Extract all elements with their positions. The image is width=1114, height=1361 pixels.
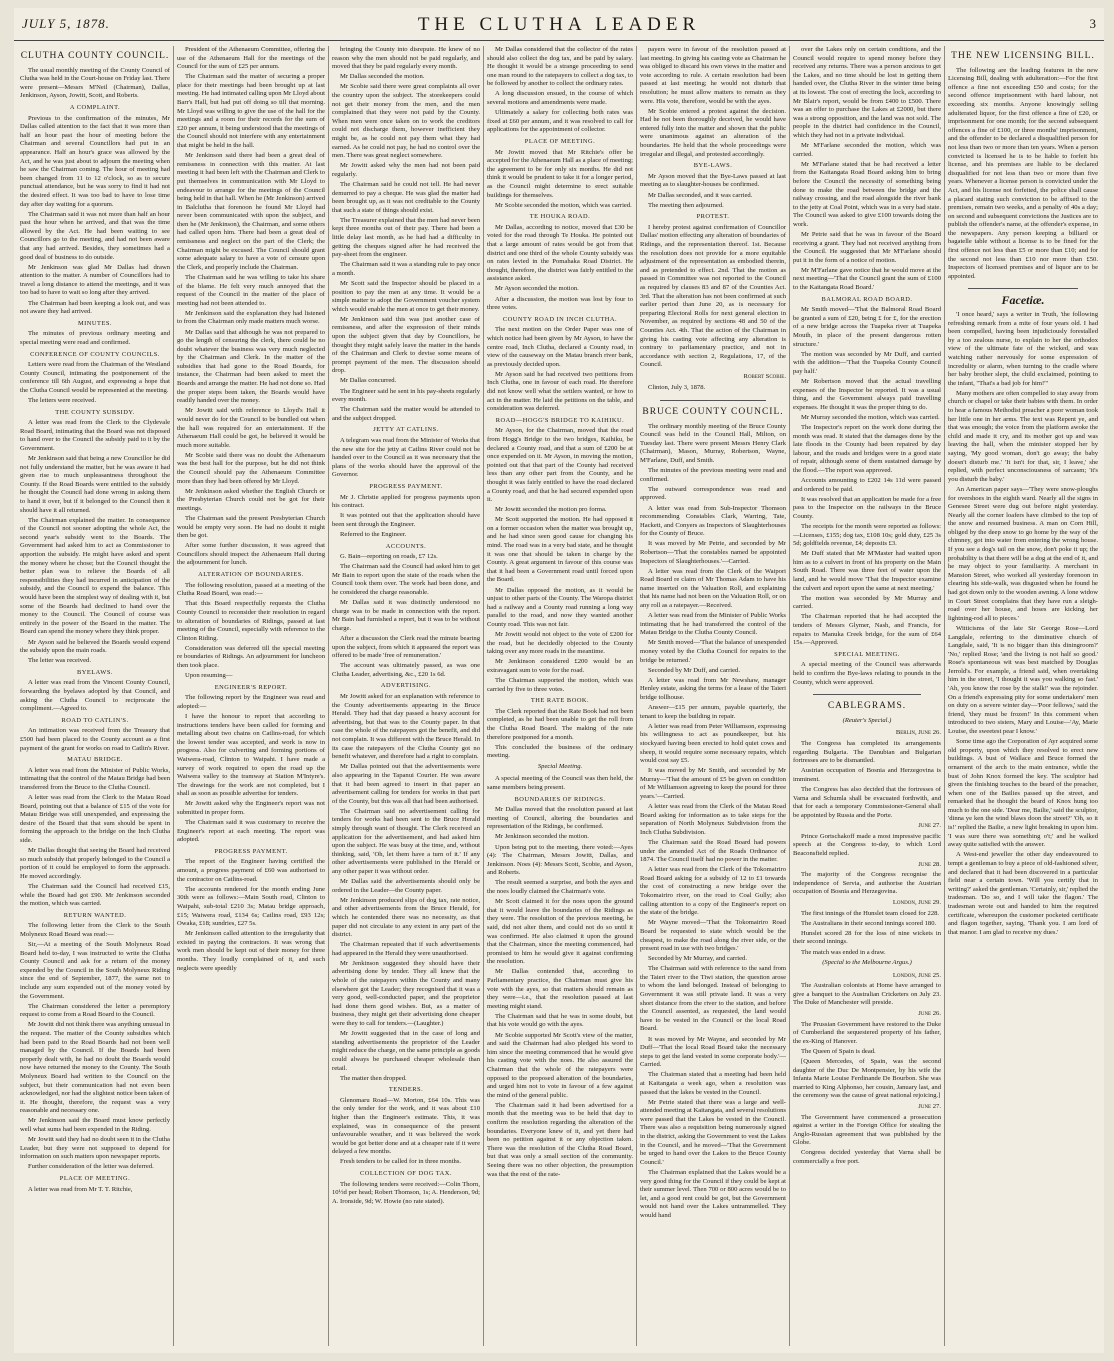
subheading: TE HOUKA ROAD.: [529, 213, 591, 221]
paragraph: Mr Robertson moved that the actual travelling expenses of the Inspector be reported. It was a usual thing, and the Government always paid travelling expenses. He thought it was the proper thing to do.: [793, 377, 941, 411]
paragraph: Some time ago the Corporation of Ayr acquired some old property, upon which they resolved to erect new buildings. A bust of Wallace and Bruce formed the ornament of the arch to the main entrance, while the bust of John Knox formed the key. The sculptor had given the finishing touches to the beard of the preacher, when one of the Bailies passed up the street, and remarked that he thought the beard of Knox hung too much to the one side. 'Dear me, Bailie,' said the sculptor, 'dinna ye ken the wind blaws doon the street?' 'Oh, so it is!' replied the Bailie, a new light breaking in upon him. 'I was sure there was something o't;' and he walked away quite satisfied with the answer.: [948, 738, 1098, 849]
subheading: ALTERATION OF BOUNDARIES.: [198, 571, 304, 579]
paragraph: It was moved by Mr Wayne, and seconded by Mr Duff—'That the local Road Board take the necessary steps to get the land vested in some corporate body.'—Carried.: [640, 1035, 786, 1069]
dateline: London, June 25.: [892, 971, 941, 979]
subheading: BALMORAL ROAD BOARD.: [821, 295, 913, 303]
paragraph: Mr Duff stated that Mr M'Master had waited upon him as to a culvert in front of his property on the Main South Road. There was three feet of water upon the land, and he would move 'That the Inspector examine the culvert and report upon the same at next meeting.': [793, 550, 941, 592]
column-6: [793, 46, 941, 1346]
article-headline: BRUCE COUNTY COUNCIL.: [642, 407, 784, 418]
paragraph: The Government have commenced a prosecution against a writer in the Foreign Office for stealing the Anglo-Russian agreement that was published by the Globe.: [793, 1113, 941, 1147]
paragraph: The Prussian Government have restored to the Duke of Cumberland the sequestered property of his father, the ex-King of Hanover.: [793, 1020, 941, 1045]
paragraph: Accounts amounting to £202 14s 11d were passed and ordered to be paid.: [793, 477, 941, 493]
paragraph: A letter was read from Mr T. T. Ritchie,: [28, 1185, 133, 1193]
paragraph: Mr M'Farlane gave notice that he would move at the next meeting—'That the Council grant the sum of £100 to the Kaitangata Road Board.': [793, 266, 941, 292]
paragraph: Mr Wayne moved—'That the Tokomairiro Road Board be requested to state which would be the cheapest, to make the road along the river side, or the present road in use with two bridges.': [640, 919, 786, 953]
paragraph: It was pointed out that the application should have been sent through the Engineer.: [332, 512, 480, 528]
subheading: PLACE OF MEETING.: [524, 137, 596, 145]
paragraph: Mr Petrie stated that there was a large and well-attended meeting at Kaitangata, and several resolutions were passed that the Lakes be vested in the Council. There was also a requisition being numerously signed in the district, asking the Government to vest the Lakes in the Council, and he moved—'That the Government be urged to hand over the Lakes to the Bruce County Council.': [640, 1098, 786, 1166]
paragraph: The following are the leading features in the new Licensing Bill, dealing with adulteration:—For the first offence a fine not exceeding £50 and costs; for the second offence imprisonment with hard labour, not exceeding six months. Anyone knowingly selling adulterated liquor, for the first offence a fine of £20, or imprisonment for one month; for the second subsequent offences a fine of £100, or three months' imprisonment, and the offender to be declared a disqualified person for not less than two or more than ten years. When a person convicted is licensed he is to be liable to forfeit his license, and his premises are liable to be declared disqualified for not less than two or more than five years. Whenever a license person is convicted under the Act, and his license not forfeited, the police shall cause a placard stating such conviction to be affixed to the premises, remain two weeks, and a penalty of 40s a day; on second and subsequent convictions the Justices are to publish the offender's name, at the offender's expense, in the newspapers. Any person keeping a billiard or bagatelle table without a license is to be fined for the first offence not less than £5 or more than £10; and for the second not less than £10 nor more than £50. Inspectors of licensed premises and of liquor are to be appointed.: [948, 66, 1098, 280]
paragraph: The motion was seconded by Mr Duff, and carried with the addition—'That the Tuapeka County Council pay half.': [793, 350, 941, 375]
issue-date: JULY 5, 1878.: [22, 16, 110, 31]
paragraph: Mr Scott supported the motion. He had opposed it on a former occasion when the matter was brought up, and he had since seen good cause for changing his mind. The road was in a very bad state, and he thought it was one that should be taken in charge by the County. A great argument in favour of this course was that it had been a Government road until forced upon the Board.: [487, 516, 633, 584]
paragraph: Mr Jenkinson produced slips of dog tax, rate notice, and other advertisements from the Bruce Herald, for which he contended there was no necessity, as that paper did not circulate to any extent in any part of the district.: [332, 896, 480, 939]
section-divider: [660, 400, 766, 401]
article-headline: THE NEW LICENSING BILL.: [951, 51, 1095, 61]
paragraph: A letter was read from Sub-Inspector Thomson recommending Constables Clark, Warring, Tate, Hackett, and Conyers as Inspectors of Slaughterhouses for the County of Bruce.: [640, 504, 786, 538]
section-divider: [813, 694, 921, 695]
paragraph: President of the Athenaeum Committee, offering the use of the Athenaeum Hall for the meetings of the Council for the sum of £25 per annum.: [177, 46, 325, 71]
paragraph: The outward correspondence was read and approved.: [640, 485, 786, 502]
paragraph: A letter was read from the Vincent County Council, forwarding the byelaws adopted by that Council, and asking the Clutha Council to reciprocate the compliment.—Agreed to.: [20, 679, 170, 713]
paragraph: Mr Jowitt seconded the motion pro forma.: [495, 506, 607, 514]
paragraph: Hunslet scored 28 for the loss of nine wickets in their second innings.: [793, 929, 941, 946]
paragraph: Mr Jenkinson was glad Mr Dallas had drawn attention to the matter. A number of Councillors had to travel a long distance to attend the meetings, and it was too bad to have to wait so long after they arrived.: [20, 263, 170, 297]
subheading: BYELAWS.: [77, 668, 113, 676]
subheading: PLACE OF MEETING.: [59, 1174, 131, 1182]
paragraph: Mr Scobie said there were great complaints all over the country upon the subject. The storekeepers could not get their money from the men, and the men complained that they were not paid by the County. When men were once taken on to work the creditors could not discharge them, however inefficient they might be, as he could not pay them what they had earned. As he could not pay, he had no control over the men. There was great neglect somewhere.: [332, 83, 480, 160]
paragraph: The Chairman reported that he had accepted the tenders of Messrs Glymer, Nash, and Francis, for repairs to Manuka Creek bridge, for the sum of £64 15s.—Approved.: [793, 613, 941, 647]
paragraph: A letter was read from Peter Williamson, expressing his willingness to act as poundkeeper, but his stockyard having been erected to hold quiet cows and sheep, it would require some necessary repairs, which would cost say £5.: [640, 722, 786, 765]
paragraph: Glenomaru Road—W. Morton, £64 10s. This was the only tender for the work, and it was about £10 higher than the Engineer's estimate. This, it was explained, was in consequence of the present unfavourable weather, and it was believed the work would be got better done and at a cheaper rate if it were delayed a few months.: [332, 1096, 480, 1156]
paragraph: The first innings of the Hunslet team closed for 228.: [801, 909, 940, 917]
paragraph: Mr Jenkinson said there had been a great deal of remissness in connection with this matter. At last meeting it had been left with the Chairman and Clerk to put themselves in communication with Mr Lloyd to endeavour to arrange for the meetings of the Council being held in that hall. When he (Mr Jenkinson) arrived in Balclutha that forenoon he found Mr Lloyd had never been communicated with upon the subject, and then he (Mr Jenkinson), the Chairman, and some others had called upon him. There had been a great deal of remissness and neglect on the part of the Clerk; the Chairman might be excused. The Council should grant some adequate salary to have a vote of censure upon the Clerk, and properly include the Chairman.: [177, 152, 325, 271]
paragraph: The Chairman said the Council had asked him to get Mr Bain to report upon the state of the roads when the Council took them over. The work had been done, and he considered the charge reasonable.: [332, 563, 480, 597]
paragraph: payers were in favour of the resolution passed at last meeting. In giving his casting vote as Chairman he was obliged to discard his own views in the matter and vote according to rule. A certain resolution had been passed at last meeting; he would not disturb that resolution; he must allow matters to remain as they were. His vote, therefore, would be with the ayes.: [640, 46, 786, 105]
paragraph: Letters were read from the Chairman of the Westland County Council, intimating the postponement of the conference till 6th August, and expressing a hope that the Clutha Council would be represented at the meeting.: [20, 361, 170, 394]
column-4: [487, 46, 633, 1346]
paragraph: Mr Dallas said the advertisements should only be ordered in the Leader—the County paper.: [332, 878, 480, 894]
paragraph: Mr Ayson seconded the motion.: [495, 285, 579, 293]
paragraph: [Queen Mercedes, of Spain, was the second daughter of the Duc De Montpensier, by his wife the Infanta Marie Louise Ferdinande De Bourbon. She was married to King Alphonso, her cousin, January last, and the ceremony was the cause of great national rejoicing.]: [793, 1058, 941, 1100]
paragraph: Consideration was deferred till the special meeting re boundaries of Ridings. An adjournment for luncheon then took place.: [177, 644, 325, 669]
paragraph: Mr Jenkinson called attention to the irregularity that existed in paying the contractors. It was wrong that work men should be kept out of their money for three months. They loudly complained of it, and such neglects were speedily: [177, 930, 325, 972]
paragraph: Mr Jowitt said they had no doubt seen it in the Clutha Leader, but they were not supposed to depend for information on such matters upon newspaper reports.: [20, 1136, 170, 1161]
subheading: BYE-LAWS.: [693, 162, 733, 170]
paragraph: The minutes of previous ordinary meeting and special meeting were read and confirmed.: [20, 330, 170, 346]
paragraph: Mr Jowitt suggested that in the case of long and standing advertisements the proprietor of the Leader might reduce the charge, on the same principle as goods could always be purchased cheaper wholesale than retail.: [332, 1030, 480, 1072]
subheading: ACCOUNTS.: [385, 542, 427, 550]
paragraph: The Chairman said he could not tell. He had never demurred to pay a cheque. He was glad the matter had been brought up, as it was not creditable to the County that such a state of things should exist.: [332, 180, 480, 214]
subheading: ENGINEER'S REPORT.: [214, 683, 288, 691]
paragraph: Upon being put to the meeting, there voted:—Ayes (4): The Chairman, Messrs Jowitt, Dallas, and Jenkinson. Noes (4): Messrs Scott, Scobie, and Ayson, and Roberts.: [487, 843, 633, 877]
paragraph: Previous to the confirmation of the minutes, Mr Dallas called attention to the fact that it was more than half an hour past the hour of meeting before the Chairman and several Councillors had put in an appearance. Half an hour's grace was allowed by the Act, and he was just about to adjourn the meeting when he saw the Chairman coming. The hour of meeting had been changed from 11 to 12 o'clock, so as to secure punctual attendance, but he was sorry to find it had not the desired effect. It was too bad to have to lose time day after day waiting for a quorum.: [20, 114, 170, 208]
column-3: [332, 46, 480, 1346]
paragraph: Mr Dallas seconded, and it was carried.: [648, 191, 753, 199]
subheading: MINUTES.: [78, 319, 112, 327]
paragraph: A letter was read from the Clerk to the Matau Road Board, pointing out that a balance of £15 of the vote for Matau Bridge was still unexpended, and expressing the desire of the Board that that sum should be spent in forming the approach to the bridge on the Inch Clutha side.: [20, 794, 170, 844]
paragraph: The account was ultimately passed, as was one Clutha Leader, advertising, &c., £20 1s 6d.: [332, 662, 480, 678]
column-1: [20, 46, 170, 1346]
paragraph: Mr Dallas thought that seeing the Board had received so much subsidy that properly belonged to the Council a portion of it could be employed to form the approach. He moved accordingly.: [20, 847, 170, 880]
paragraph: A special meeting of the Council was afterwards held to confirm the Bye-laws relating to pounds in the County, which were approved.: [793, 661, 941, 686]
paragraph: An American paper says—'They were snow-ploughs for overshoes in the eighth ward. Nearly all the signs in Genesee Street were dug out before night yesterday. Nearly all the corner loafers have climbed to the top of the snow and resumed business. A man on Corn Hill, obliged by the deep snow to go home by the way of the chimney, got into water from entering the wrong house. If you see a dog's tail on the snow, don't poke it up; the probability is that there will be a dog at the end of it, and he may object to your familiarity. A merchant in Mansion Street, who worked all yesterday forenoon in clearing his side-walk, was disgusted when he found he had got down only to the wooden awning. A lone widow in Court Street complains that they have run a sleigh-road over her house, and hoses are kicking her lightning-rod all to pieces.': [948, 485, 1098, 622]
paragraph: Mr Scott said the Inspector should be placed in a position to pay the men at any time. It would be a simple matter to adopt the Government voucher system which would enable the men at once to get their money.: [332, 279, 480, 313]
paragraph: The Chairman said the Council had received £15, while the Board had got £90. Mr Jenkinson seconded the motion, which was carried.: [20, 882, 170, 908]
subheading: ROAD—HOGG'S BRIDGE TO KAIHIKU.: [495, 416, 625, 424]
paragraph: It was resolved that an application be made for a free pass to the Inspector on the railways in the Bruce County.: [793, 495, 941, 520]
paragraph: The Chairman said it was a standing rule to pay once a month.: [332, 261, 480, 277]
dateline: June 26.: [918, 1010, 941, 1018]
dateline: June 27.: [918, 822, 941, 830]
paragraph: A letter was read from the Minister of Public Works, intimating that the control of the Matau Bridge had been transferred from the Bruce to the Clutha Council.: [20, 766, 170, 791]
article-headline: CABLEGRAMS.: [827, 701, 907, 712]
subheading: COUNTY ROAD IN INCH CLUTHA.: [502, 315, 618, 323]
subheading: BOUNDARIES OF RIDINGS.: [514, 795, 606, 803]
paragraph: The report of the Engineer having certified the amount, a progress payment of £60 was authorised to the contractor on Catlins-road.: [177, 858, 325, 883]
paragraph: The Chairman said it had been advertised for a month that the meeting was to be held that day to confirm the resolution regarding the alteration of the boundaries. Everyone knew of it, and yet there had been no petition against it or any objection taken. There was the resolution of the Clutha Road Board, but that was only a small section of the community. Seeing there was no other objection, the presumption was that the rest of the rate-: [487, 1101, 633, 1178]
paragraph: Mr Jenkinson asked whether the English Church or the Presbyterian Church could not be got for their meetings.: [177, 487, 325, 512]
paragraph: After some further discussion, it was agreed that Councillors should inspect the Athenaeum Hall during the adjournment for lunch.: [177, 542, 325, 567]
column-7: [948, 46, 1098, 1346]
subheading: TENDERS.: [388, 1086, 424, 1094]
subheading: MATAU BRIDGE.: [67, 756, 123, 764]
paragraph: The following tenders were received:—Colin Thorn, 10½d per head; Robert Thomson, 1s; A. Henderson, 9d; A. Ironside, 9d; W. Howie (no rate stated).: [332, 1180, 480, 1205]
column-rule: [328, 46, 329, 1346]
italic-subtitle: (Special to the Melbourne Argus.): [822, 959, 912, 967]
paragraph: The Engineer said he sent in his pay-sheets regularly every month.: [332, 387, 480, 404]
subheading: PROTEST.: [696, 213, 730, 221]
signature: Robert Scobie.: [743, 372, 786, 380]
column-rule: [173, 46, 174, 1346]
paragraph: Mr Dallas seconded the motion.: [340, 73, 425, 81]
paragraph: bringing the County into disrepute. He knew of no reason why the men should not be paid regularly, and moved that they be paid regularly every month.: [332, 46, 480, 71]
paragraph: Mr Smith moved—'That the Balmoral Road Board be granted a sum of £20, being £ for £, for the erection of a new bridge across the Tuapeka river at Tuapeka Mouth, in place of the present dangerous rotten structure.': [793, 306, 941, 348]
paragraph: 'I once heard,' says a writer in Truth, 'the following refreshing remark from a mite of four years old. I had been compelled, having been injudiciously forestalled by a too zealous nurse, to explain to her the orthodox view of the ultimate fate of the wicked, and was watching rather nervously for some expression of incredulity or alarm, when turning to the cradle where her baby brother slept, the child exclaimed, pointing to the infant, "That's a bad job for him!"': [948, 311, 1098, 387]
subheading: A COMPLAINT.: [69, 103, 121, 111]
article-headline: CLUTHA COUNTY COUNCIL.: [20, 51, 170, 61]
subheading: PROGRESS PAYMENT.: [214, 847, 288, 855]
paragraph: The Chairman stated that a meeting had been held at Kaitangata a week ago, when a resolution was passed that the lakes be vested in the Council.: [640, 1071, 786, 1096]
subheading: COLLECTION OF DOG TAX.: [359, 1170, 453, 1178]
paragraph: The Chairman said no advertisement calling for tenders for works had been sent to the Bruce Herald simply through want of thought. The Clerk received an application for the advertisement, and had asked him upon the subject. He was busy at the time, and, without thinking, said, 'Oh, let them have a turn of it.' If any other advertisements were published in the Herald or any other paper it was without order.: [332, 807, 480, 875]
paragraph: Mr J. Christie applied for progress payments upon his contract.: [332, 493, 480, 510]
subheading: PROGRESS PAYMENT.: [369, 483, 443, 490]
paragraph: Mr Scobie supported Mr Scott's view of the matter, and said the Chairman had also pledged his word to him since the meeting commenced that he would give his casting vote with the noes. He also assured the Chairman that the whole of the ratepayers were opposed to the proposed alteration of the boundaries, and urged him not to vote in favour of a few against the mind of the general public.: [487, 1031, 633, 1099]
paragraph: Ultimately a salary for collecting both rates was fixed at £60 per annum, and it was resolved to call for applications for the appointment of collector.: [487, 109, 633, 134]
paragraph: A letter was read from the Clerk of the Tokomairiro Road Board asking for a subsidy of 12 to £1 towards the cost of constructing a new bridge over the Tokomairiro river, on the road to Coal Gully; also calling attention to a copy of the Engineer's report on the state of the bridge.: [640, 866, 786, 917]
column-5: [640, 46, 786, 1346]
paragraph: After a discussion the Clerk read the minute bearing upon the subject, from which it appeared the report was offered to be made 'free of remuneration.': [332, 635, 480, 660]
subheading: RETURN WANTED.: [63, 911, 127, 919]
paragraph: The Chairman said the matter would be attended to and the subject dropped.: [332, 406, 480, 422]
paragraph: Mr Jowitt asked for an explanation with reference to the County advertisements appearing in the Bruce Herald. They had that day passed a heavy account for advertising, but that was to the County paper. In that case the whole of the ratepayers got the benefit, and did not complain. It was different with the Bruce Herald. In its case the ratepayers of the Clutha County got no benefit whatever, and therefore had a right to complain.: [332, 693, 480, 761]
italic-subtitle: (Reuter's Special.): [842, 716, 892, 724]
paragraph: The Chairman explained that the Lakes would be a very good thing for the Council if they could be kept at their summer level. Then 700 or 800 acres would be to let, and a good rent could be got, but the Government would not hand over the Lakes untrammelled. They would hand: [640, 1168, 786, 1219]
paragraph: Mr Petrie said that he was in favour of the Board receiving a grant. They had not received anything from the Council. He suggested that Mr M'Farlane should put it in the form of a notice of motion.: [793, 230, 941, 264]
paragraph: Mr Jenkinson said this was just another case of remissness, and after the expression of their minds upon the subject given that day by Councillors, he thought they might safely leave the matter in the hands of the Chairman and Clerk to devise some means of prompt payment of the men. The discussion should drop.: [332, 315, 480, 375]
paragraph: Mr Ayson, for the Chairman, moved that the road from Hogg's Bridge to the two bridges, Kaihiku, be declared a County road, and that a sum of £200 be at once expended on it. Mr Ayson, in moving the motion, pointed out that that part of the County had received less than any other part from the County, and he thought it was fairly entitled to have the road declared a County road, and that he had secured expended upon it.: [487, 427, 633, 504]
newspaper-title: THE CLUTHA LEADER: [417, 14, 701, 35]
paragraph: Mr Jowitt would not object to the vote of £200 for the road, but he decidedly objected to the County taking over any more roads in the meantime.: [487, 631, 633, 656]
paragraph: Mr Dallas pointed out that the advertisements were also appearing in the Tapanui Courier. He was aware that it had been agreed to insert in that paper an advertisement calling for tenders for works in that part of the County, but this was all that had been authorised.: [332, 763, 480, 805]
paragraph: Austrian occupation of Bosnia and Herzegovina is imminent.: [793, 767, 941, 783]
paragraph: Sir,—At a meeting of the South Molyneux Road Board held to-day, I was instructed to write the Clutha County Council and ask for a return of the money expended by the Council in the South Molyneux Riding since the end of September, 1877, the same not to include any sum expended out of the money voted by the Government.: [20, 941, 170, 1000]
column-rule: [636, 46, 637, 1346]
newspaper-page: [14, 8, 1104, 1353]
paragraph: The letter was received.: [28, 657, 91, 665]
column-rule: [483, 46, 484, 1346]
paragraph: Mr M'Farlane stated that he had received a letter from the Kaitangata Road Board asking him to bring before the Council the necessity of something being done to make the road between the bridge and the railway crossing, and the road alongside the river bank to the jetty at Coal Point, which was in a very bad state. The Council was asked to give £100 towards doing the work.: [793, 160, 941, 228]
paragraph: Fresh tenders to be called for in three months.: [340, 1158, 462, 1166]
paragraph: Seconded by Mr Duff, and carried.: [648, 666, 740, 674]
paragraph: The Australian colonists at Home have arranged to give a banquet to the Australian Cricketers on July 23. The Duke of Manchester will preside.: [793, 982, 941, 1007]
paragraph: A telegram was read from the Minister of Works that the new site for the jetty at Catlins River could not be handed over to the Council as it was necessary that the plans of the works should have the approval of the Governor.: [332, 437, 480, 479]
paragraph: over the Lakes only on certain conditions, and the Council would require to spend money before they received any returns. There was a person anxious to get the Lakes, and no time should be lost in getting them handed over, the Clutha River in the winter time being at its lowest. The cost of erecting the lock, according to Mr Blair's report, would be from £400 to £500. There was an offer to purchase the Lakes at £2000, but there was a strong opposition, and the land was not sold. The people in the district had confidence in the Council, which they had not in a private individual.: [793, 46, 941, 139]
subheading: ADVERTISING.: [380, 682, 432, 690]
paragraph: Mr Jenkinson said the explanation they had listened to from the Chairman only made matters much worse.: [177, 309, 325, 326]
paragraph: Mr Scott claimed it for the noes upon the ground that it would leave the boundaries of the Ridings as they were. The resolution of the previous meeting, he said, did not alter them, and could not do so until it was confirmed. He also claimed it upon the ground that the Chairman, since the meeting commenced, had promised to him he would give it against confirming the resolution.: [487, 898, 633, 966]
paragraph: Mr Dallas, according to notice, moved that £30 be voted for the road through Te Houka. He pointed out that a large amount of rates would be got from that district and one third of the whole County subsidy was on rates levied in the Pomahaka Road District. He thought, therefore, the district was fairly entitled to the assistance asked.: [487, 223, 633, 283]
paragraph: I have the honour to report that according to instructions tenders have been called for forming and metalling about two chains on Catlins-road, for which the lowest tender was accepted, and work is now in progress. Also for culverting and forming portions of Waiwera-road, Clinton to Waipahi. I have made a survey of work required to open the road up the Waiwera valley to the tramway at Station M'Intyre's. The drawings for the work are not completed, but I shall as soon as possible advertise for tenders.: [177, 712, 325, 798]
paragraph: It was moved by Mr Smith, and seconded by Mr Murray—'That the amount of £5 be given on condition of Mr Williamson agreeing to keep the pound for three years.'—Carried.: [640, 767, 786, 800]
paragraph: Referred to the Engineer.: [340, 530, 407, 538]
paragraph: A West-end jeweller the other day endeavoured to tempt a gentleman to buy a piece of old-fashioned silver, and declared that it had been discovered in a particular field near a certain town. 'Will you certify that in writing?' asked the gentleman. 'Certainly, sir,' replied the tradesman. 'Do so, and I will take the flagon.' The tradesman wrote out and handed to him the required certificate, whereupon the customer pocketed certificate and flagon together, saying, 'Thank you. I am lord of that manor. I am glad to receive my dues.': [948, 851, 1098, 936]
paragraph: Mr Dallas opposed the motion, as it would be unjust to other parts of the County. The Waropa district had a railway and a County road running a long way parallel to the road, and now they wanted another County road. This was not fair.: [487, 586, 633, 628]
paragraph: Witticisms of the late Sir George Rose—Lord Langdale, referring to the diminutive church of Langdale, said, 'It is no bigger than this diningroom?' 'No,' replied Rose; 'and the living is not half so good.' Rose's spontaneous wit was best matched by Douglas Jerrold's. For example, a friend said, when overtaking him in the street, 'I thought it was you walking so fast.' 'Ah, you know the rose by the stalk!' was the rejoinder. On a friend's expressing pity for some undertakers' men on duty on a severe winter day—'Poor fellows,' said the friend, 'they must be frozen!' In this comment when introduced to two sisters, Mary and Louise—'Ay, Marie Louise, the sweetest pear I know.': [948, 624, 1098, 736]
paragraph: The following report by the Engineer was read and adopted:—: [177, 694, 325, 710]
paragraph: Mr Ayson moved that the Bye-Laws passed at last meeting as to slaughter-houses be confirmed.: [640, 172, 786, 189]
paragraph: The Chairman said that he was in some doubt, but that his vote would go with the ayes.: [487, 1012, 633, 1029]
paragraph: Answer—£15 per annum, payable quarterly, the tenant to keep the building in repair.: [640, 704, 786, 720]
paragraph: The following resolution, passed at a meeting of the Clutha Road Board, was read:—: [177, 581, 325, 598]
paragraph: The Chairman said the matter of securing a proper place for their meetings had been brought up at last meeting. He had intimated calling upon Mr Lloyd about Barr's Hall, but had put off doing so till that morning. Mr Lloyd was willing to give the use of the hall for the meetings and a room for their records for the sum of £20 per annum, it being understood that the meetings of the Council should not interfere with any entertainment that might be held in the hall.: [177, 73, 325, 150]
paragraph: That this Board respectfully requests the Clutha County Council to reconsider their resolution in regard to alteration of boundaries of Ridings, passed at last meeting of the Council, especially with reference to the Clinton Riding.: [177, 600, 325, 642]
paragraph: Many mothers are often compelled to stay away from church or chapel or take their babies with them. In order to hear a famous Methodist preacher a poor woman took her little one in her arms. The text was Repent ye, and that was enough; the voice from the platform awoke the child and made it cry, and its mother got up and was leaving the hall, when the minister stopped her by saying, 'My good woman, don't go away; the baby doesn't disturb me.' 'It isn't for that, sir, I leave,' she replied, with perfect unconsciousness of sarcasm; 'it's you disturb the baby.': [948, 389, 1098, 483]
subheading: THE COUNTY SUBSIDY.: [55, 408, 135, 416]
subheading: ROAD TO CATLIN'S.: [61, 716, 129, 724]
paragraph: The Chairman said the Road Board had powers under the amended Act of the Roads Ordinance of 1874. The Council itself had no power in the matter.: [640, 838, 786, 864]
paragraph: Mr Ayson said he had received two petitions from Inch Clutha, one in favour of each road. He therefore did not know well what the settlers wanted, or how to act in the matter. He laid the petitions on the table, and consideration was deferred.: [487, 370, 633, 413]
paragraph: Mr Dallas said it was distinctly understood no charge was to be made in connection with the report. Mr Bain had furnished a report, but it was to be without charge.: [332, 599, 480, 632]
paragraph: Mr Dallas concurred.: [340, 377, 397, 385]
paragraph: Mr Jowitt asked why the men had not been paid regularly.: [332, 162, 480, 178]
paragraph: Mr Scobie entered a protest against the decision. Had he not been thoroughly deceived, he would have entered fully into the matter and shown that the public were unanimous against an alteration of the boundaries. He held that the whole proceedings were irregular and illegal, and protested accordingly.: [640, 107, 786, 158]
paragraph: The Chairman considered the letter a peremptory request to come from a Road Board to the Council.: [20, 1002, 170, 1019]
paragraph: The match was ended in a draw.: [801, 948, 886, 956]
paragraph: The motion was seconded by Mr Murray and carried.: [793, 594, 941, 611]
paragraph: The Chairman said with reference to the sand from the Taieri river to the Tiwi station, the question arose to whom the land belonged. Instead of belonging to Government it was still private land. It was a very short distance from the river to the station, and before the Council assented, as requested, the land would have to be vested in the Council or the local Road Board.: [640, 965, 786, 1033]
paragraph: Upon resuming—: [185, 672, 233, 680]
paragraph: Mr Jenkinson considered £200 would be an extravagant sum to vote for the road.: [487, 658, 633, 674]
paragraph: The result seemed a surprise, and both the ayes and the noes loudly claimed the Chairman's vote.: [487, 879, 633, 896]
paragraph: The Inspector's report on the work done during the month was read. It stated that the damages done by the late floods in the County had been repaired by day labour, and the roads and bridges were in a good state of repair, although some of them sustained damage by the flood.—The report was approved.: [793, 423, 941, 474]
paragraph: Further consideration of the letter was deferred.: [28, 1163, 154, 1171]
paragraph: The Queen of Spain is dead.: [801, 1047, 876, 1055]
paragraph: The next motion on the Order Paper was one of which notice had been given by Mr Ayson, to have the centre road, Inch Clutha, declared a County road, in view of the causeway on the Matau branch river bank, as previously decided upon.: [487, 326, 633, 368]
paragraph: A long discussion ensued, in the course of which several motions and amendments were made.: [487, 90, 633, 107]
paragraph: Mr Smith moved—'That the balance of unexpended money voted by the Clutha Council for repairs to the bridge be returned.': [640, 639, 786, 664]
paragraph: Mr Dallas moved that the resolution passed at last meeting of Council, altering the boundaries and representation of the Ridings, be confirmed.: [487, 806, 633, 831]
paragraph: A letter was read from Mr Newshaw, manager Henley estate, asking the terms for a lease of the Taieri bridge tollhouse.: [640, 676, 786, 701]
paragraph: The following letter from the Clerk to the South Molyneux Road Board was read:—: [20, 922, 170, 938]
paragraph: The Congress has completed its arrangements regarding Bulgaria. The Danubian and Bulgarian fortresses are to be dismantled.: [793, 739, 941, 765]
dateline: June 28.: [918, 860, 941, 868]
paragraph: It was moved by Mr Petrie, and seconded by Mr Robertson—'That the constables named be appointed Inspectors of Slaughterhouses.'—Carried.: [640, 540, 786, 565]
paragraph: The minutes of the previous meeting were read and confirmed.: [640, 467, 786, 483]
masthead: [14, 8, 1104, 40]
paragraph: The ordinary monthly meeting of the Bruce County Council was held in the Council Hall, Milton, on Tuesday last. There were present Messrs Henry Clark (Chairman), Mason, Murray, Robertson, Wayne, M'Farlane, Duff, and Smith.: [640, 422, 786, 465]
paragraph: G. Bain—reporting on roads, £7 12s.: [340, 553, 438, 561]
paragraph: An intimation was received from the Treasury that £500 had been placed to the County account as a first payment of the grant for works on road to Catlin's River.: [20, 727, 170, 752]
italic-subtitle: Special Meeting.: [537, 762, 583, 770]
paragraph: Mr Jowitt asked why the Engineer's report was not submitted in proper form.: [177, 800, 325, 816]
paragraph: Mr Scobie said there was no doubt the Athenaeum was the best hall for the purpose, but he did not think the Council should pay the Athenaeum Committee more than they had been offered by Mr Lloyd.: [177, 451, 325, 485]
paragraph: Mr Dallas considered that the collector of the rates should also collect the dog tax, and be paid by salary. He thought it would be a strange proceeding to send one man round to the ratepayers to collect a dog tax, to be followed by another to collect the ordinary rates.: [487, 46, 633, 88]
paragraph: A letter was read from the Clerk to the Clydevale Road Board, intimating that the Board was not disposed to hand over to the Council the subsidy paid to it by the Government.: [20, 419, 170, 452]
paragraph: Mr Jenkinson suggested they should have their advertising done by tender. They all knew that the whole of the ratepayers within the County and many elsewhere got the Leader; they recognised that it was a very good, well-conducted paper, and the proprietor had done them good wishes. But, as a matter of business, they might get their advertising done cheaper were they to call for tenders.—(Laughter.): [332, 959, 480, 1028]
dateline: June 27.: [918, 1103, 941, 1110]
column-rule: [789, 46, 790, 1346]
paragraph: Clinton, July 3, 1878.: [648, 384, 706, 392]
paragraph: This concluded the business of the ordinary meeting.: [487, 743, 633, 760]
paragraph: A special meeting of the Council was then held, the same members being present.: [487, 775, 633, 791]
paragraph: The meeting then adjourned.: [648, 201, 724, 209]
column-rule: [944, 46, 945, 1346]
paragraph: Mr Jowitt did not think there was anything unusual in the request. The matter of the County subsidies which had been paid to the Road Boards had not been well managed by the Council. If the Boards had been properly dealt with, he had no doubt the Boards would now have returned the money to the County. The South Molyneux Board had written to the Council on the subject, but their communication had not even been acknowledged, nor had the slightest notice been taken of it. He thought, therefore, the request was a very reasonable and necessary one.: [20, 1021, 170, 1115]
paragraph: The Australians in their second innings scored 180.: [801, 919, 937, 927]
paragraph: The Chairman explained the matter. In consequence of the Council not sooner adopting the whole Act, the second year's subsidy went to the Boards. The Government had asked him to act as Commissioner to apportion the subsidy. He might have asked and spent the money where he chose; but the Council thought the better plan was to relieve the Boards of all responsibilities they had incurred in anticipation of the subsidy, and the Council to expend the balance. This would have been the simplest way of dealing with it, but some of the Boards had declined to hand over the money to the Council. The Council of course was entirely in the power of the Board in the matter. The Board can spend the money where they think proper.: [20, 516, 170, 636]
paragraph: The Chairman supported the motion, which was carried by five to three votes.: [487, 676, 633, 693]
paragraph: The Chairman repeated that if such advertisements had appeared in the Herald they were unauthorised.: [332, 941, 480, 957]
paragraph: The Chairman said he was willing to take his share of the blame. He felt very much annoyed that the request of the Council in the matter of the place of meeting had not been attended to.: [177, 273, 325, 307]
paragraph: The Clerk reported that the Rate Book had not been completed, as he had been unable to get the roll from the Clutha Road Board. The making of the rate therefore postponed for a month.: [487, 707, 633, 741]
paragraph: A letter was read from the Clerk of the Waipori Road Board re claim of Mr Thomas Adam to have his name inserted on the Valuation Roll, and explaining that his name had not been on the Valuation Roll, or on any roll as a ratepayer.—Received.: [640, 567, 786, 610]
subheading: THE RATE BOOK.: [530, 697, 590, 705]
section-headline: Facetiæ.: [1001, 293, 1045, 308]
paragraph: The matter then dropped.: [340, 1074, 407, 1082]
paragraph: The receipts for the month were reported as follows:—Licenses, £155; dog tax, £108 10s; gold duty, £25 3s 5d; goldfields revenue, £4; deposits £3.: [793, 522, 941, 548]
paragraph: Mr Jowitt moved that Mr Ritchie's offer be accepted for the Athenaeum Hall as a place of meeting; the agreement to be for only six months. He did not think it would be prudent to take it for a longer period, as the Council might determine to erect suitable buildings for themselves.: [487, 148, 633, 199]
paragraph: Seconded by Mr Murray, and carried.: [648, 955, 747, 963]
paragraph: Mr Jenkinson said the Board must know perfectly well what sums had been expended in the Riding.: [20, 1117, 170, 1133]
paragraph: The accounts rendered for the month ending June 30th were as follows:—Main South road, Clinton to Waipahi, sub-total £210 3s; Matau bridge approach, £15; Waiwera road, £134 6s; Catlins road, £93 12s; Owaka, £18; sundries, £27 5s.: [177, 885, 325, 928]
paragraph: Mr Jowitt said with reference to Lloyd's Hall it would never do for the Council to be bundled out when the hall was required for an entertainment. If the Athenaeum Hall could be got, he believed it would be much more suitable.: [177, 407, 325, 449]
paragraph: Mr Jenkinson said that being a new Councillor he did not fully understand the matter, but he was aware it had given rise to much unpleasantness throughout the County. If the Road Boards were entitled to the subsidy he thought the Council had done wrong in asking them to hand it over, but if it belonged to the Council then it should have it all returned.: [20, 455, 170, 514]
paragraph: Prince Gortschakoff made a most impressive pacific speech at the Congress to-day, to which Lord Beaconsfield replied.: [793, 832, 941, 858]
dateline: Berlin, June 26.: [895, 729, 941, 737]
dateline: London, June 29.: [892, 899, 941, 907]
paragraph: Mr Dallas contended that, according to Parliamentary practice, the Chairman must give his vote with the ayes, so that matters should remain as they were—i.e., that the resolution passed at last meeting might stand.: [487, 968, 633, 1010]
paragraph: The usual monthly meeting of the County Council of Clutha was held in the Court-house on Friday last. There were present—Messrs M'Neil (Chairman), Dallas, Jenkinson, Ayson, Jowitt, Scott, and Roberts.: [20, 66, 170, 100]
paragraph: Mr M'Farlane seconded the motion, which was carried.: [793, 142, 941, 158]
paragraph: A letter was read from the Clerk of the Matau Road Board asking for information as to take steps for the separation of North Molyneux Subdivision from the Inch Clutha Subdivision.: [640, 803, 786, 836]
masthead-rule: [14, 40, 1104, 41]
section-divider: [968, 288, 1078, 289]
paragraph: Congress decided yesterday that Varna shall be commercially a free port.: [793, 1149, 941, 1166]
paragraph: I hereby protest against confirmation of Councillor Dallas' motion effecting any alteration of boundaries of Ridings, and the representation thereof. 1st. Because the resolution does not provide for a more equitable adjustment of the representation as embodied therein, and as pretended to effect. 2nd. That the motion as passed in Committee was not reported to the Council as required by clauses 83 and 87 of the Counties Act. 3rd. That the alteration has not been confirmed at such earlier period than June 20, as is necessary for preparing Electoral Rolls for next general election in November, as required by sections 48 and 50 of the Counties Act. 4th. That the action of the Chairman in giving his casting vote affecting any alteration is contrary to parliamentary practice, and not in accordance with section 2, Regulations, 17, of the Council.: [640, 223, 786, 369]
subheading: SPECIAL MEETING.: [834, 650, 900, 658]
paragraph: Mr Dallas said that although he was not prepared to go the length of censuring the clerk, there could be no doubt whatever the business was very much neglected by the Chairman and Clerk. In the matter of the subsidies that had gone to the Road Boards, for instance, the Chairman had been asked to meet the Boards and arrange the matter. He had not done so. Had the proper steps been taken, the Boards would have readily handed over the money.: [177, 328, 325, 405]
paragraph: Mr Jenkinson seconded the motion.: [495, 833, 589, 841]
paragraph: The majority of the Congress recognise the independence of Servia, and authorise the Austrian occupation of Bosnia and Herzegovina.: [793, 871, 941, 896]
paragraph: A letter was read from the Minister of Public Works intimating that he had transferred the control of the Matau Bridge to the Clutha County Council.: [640, 612, 786, 637]
paragraph: Mr Scobie seconded the motion, which was carried.: [495, 201, 632, 209]
paragraph: The Chairman said it was not more than half an hour past the hour when he arrived, and that was the time allowed by the Act. He had been waiting to see Councillors go to the meeting, and had not been aware that any had arrived. Besides, they sometimes had a good deal of business to do outside.: [20, 210, 170, 261]
subheading: CONFERENCE OF COUNTY COUNCILS.: [30, 350, 160, 358]
column-2: [177, 46, 325, 1346]
page-number: 3: [1089, 16, 1096, 31]
paragraph: After a discussion, the motion was lost by four to three votes.: [487, 295, 633, 312]
paragraph: The Chairman said it was customary to receive the Engineer's report at each meeting. The report was adopted.: [177, 819, 325, 844]
paragraph: The Treasurer explained that the men had never been kept three months out of their pay. There had been a little delay last month, as he had had a difficulty in getting the cheques signed after he had received the pay-sheet from the engineer.: [332, 216, 480, 259]
paragraph: The letters were received.: [28, 396, 97, 404]
subheading: JETTY AT CATLINS.: [373, 426, 439, 434]
paragraph: The Chairman had been keeping a look out, and was not aware they had arrived.: [20, 299, 170, 316]
paragraph: The Congress has also decided that the fortresses of Varna and Schumla shall be evacuated forthwith, and that for each a temporary Commissioner-General shall be appointed by Russia and the Porte.: [793, 785, 941, 819]
paragraph: The Chairman said the present Presbyterian Church would be empty very soon. He had no doubt it might then be got.: [177, 514, 325, 540]
paragraph: Mr Murray seconded the motion, which was carried.: [801, 413, 940, 421]
paragraph: Mr Ayson said he believed the Boards would expend the subsidy upon the main roads.: [20, 638, 170, 655]
